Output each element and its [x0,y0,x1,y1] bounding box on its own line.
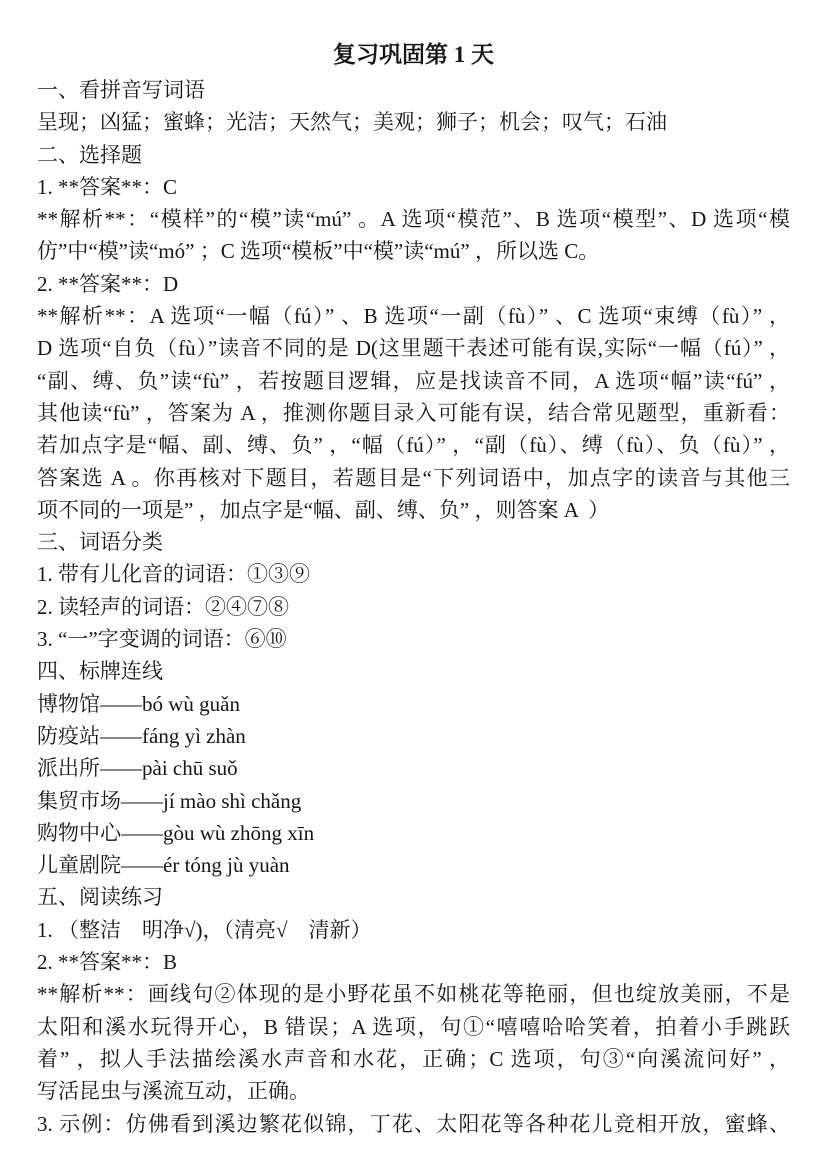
text-line: 四、标牌连线 [37,659,163,684]
text-line: 3. “一”字变调的词语：⑥⑩ [37,627,287,652]
text-line: 博物馆——bó wù guǎn [37,691,240,716]
text-line: 仿”中“模”读“mó” ；C 选项“模板”中“模”读“mú” ，所以选 C。 [37,239,600,264]
text-line: “副、缚、负”读“fù” ，若按题目逻辑，应是找读音不同，A 选项“幅”读“fú” ， [37,368,790,393]
text-line: 1. 带有儿化音的词语：①③⑨ [37,562,310,587]
text-line: 2. 读轻声的词语：②④⑦⑧ [37,594,289,619]
text-line: 二、选择题 [37,142,142,167]
text-line: 3. 示例：仿佛看到溪边繁花似锦，丁花、太阳花等各种花儿竞相开放，蜜蜂、 [37,1111,790,1136]
text-line: 1. （整洁 明净√)，（清亮√ 清新） [37,917,372,942]
text-line: 购物中心——gòu wù zhōng xīn [37,820,315,845]
text-line: 太阳和溪水玩得开心，B 错误；A 选项，句①“嘻嘻哈哈笑着，拍着小手跳跃 [37,1014,790,1039]
text-line: 项不同的一项是” ，加点字是“幅、副、缚、负” ，则答案 A ） [37,497,610,522]
text-line: 一、看拼音写词语 [37,78,205,102]
text-line: 答案选 A 。你再核对下题目，若题目是“下列词语中，加点字的读音与其他三 [37,465,790,490]
text-line: 2. **答案**：D [37,271,179,296]
text-line: 写活昆虫与溪流互动，正确。 [37,1079,310,1104]
page-title: 复习巩固第 1 天 [333,42,494,67]
text-line: D 选项“自负（fù）”读音不同的是 D(这里题干表述可能有误,实际“一幅（fú）” ， [37,336,790,361]
text-line: 呈现；凶猛；蜜蜂；光洁；天然气；美观；狮子；机会；叹气；石油 [37,110,667,135]
text-line: 集贸市场——jí mào shì chǎng [37,788,302,813]
text-line: **解析**：画线句②体现的是小野花虽不如桃花等艳丽，但也绽放美丽，不是 [37,982,790,1007]
text-line: 其他读“fù” ，答案为 A ，推测你题目录入可能有误，结合常见题型，重新看： [37,400,790,425]
text-line: 若加点字是“幅、副、缚、负” ，“幅（fú）” ，“副（fù）、缚（fù）、负（fù）” ， [37,433,790,458]
text-line: 五、阅读练习 [37,885,163,910]
text-line: 1. **答案**：C [37,174,178,199]
text-line: 儿童剧院——ér tóng jù yuàn [37,853,290,878]
text-line: **解析**：A 选项“一幅（fú）” 、B 选项“一副（fù）” 、C 选项“束缚（fù）” ， [37,304,790,329]
text-line: **解析**：“模样”的“模”读“mú” 。A 选项“模范”、B 选项“模型”、D 选项“模 [37,207,790,232]
text-line: 防疫站——fáng yì zhàn [37,723,246,748]
text-line: 2. **答案**：B [37,950,178,975]
document-body [37,74,790,1140]
text-line: 三、词语分类 [37,530,163,555]
text-line: 派出所——pài chū suǒ [37,756,238,781]
text-line: 着” ，拟人手法描绘溪水声音和水花，正确；C 选项，句③“向溪流问好” ， [37,1046,790,1071]
